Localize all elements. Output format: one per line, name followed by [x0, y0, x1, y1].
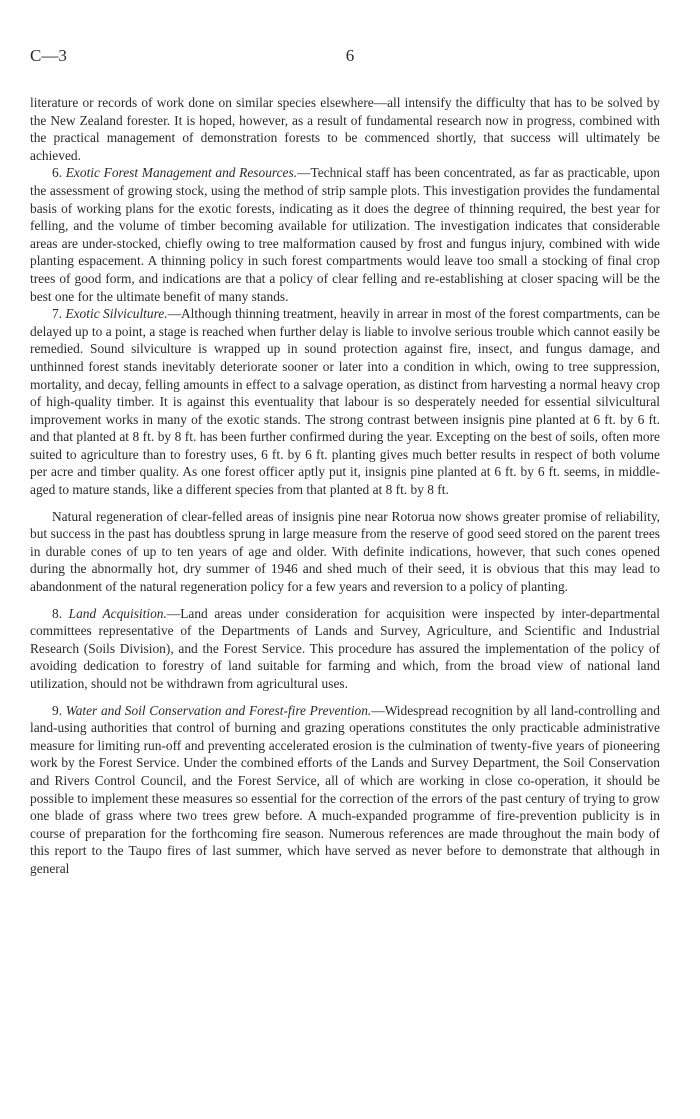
section-8-land-acquisition: [30, 605, 660, 693]
section-number: 8.: [52, 605, 63, 621]
section-number: 7.: [52, 306, 63, 322]
paragraph-natural-regeneration: [30, 508, 660, 596]
section-number: 6.: [52, 165, 63, 181]
section-9-water-soil-conservation: [30, 702, 660, 878]
body-text: [30, 94, 660, 878]
paragraph-text: Natural regeneration of clear-felled areas of insignis pine near Rotorua now shows greater promise of reliability, but success in the past has doubtless sprung in large measure from the reserve of good seed stored on the parent trees in durable cones of up to ten years of age and older. With definite indications, however, that such cones opened during the abnormally hot, dry summer of 1946 and shed much of their seed, it is obvious that this may lead to abandonment of the natural regeneration policy for a few years and reversion to a policy of planting.: [30, 508, 660, 595]
section-6-exotic-forest-management: [30, 164, 660, 305]
section-heading: Land Acquisition.: [68, 605, 167, 621]
section-heading: Exotic Forest Management and Resources.: [65, 165, 298, 181]
paragraph-text: literature or records of work done on similar species elsewhere—all intensify the difficulty that has to be solved by the New Zealand forester. It is hoped, however, as a result of fundamental research now in progress, combined with the practical management of demonstration forests to be commenced shortly, that success will ultimately be achieved.: [30, 95, 660, 163]
section-number: 9.: [52, 702, 63, 718]
paragraph-text: —Land areas under consideration for acquisition were inspected by inter-departmental committees representative of the Departments of Lands and Survey, Agriculture, and Scientific and Industrial Research (Soils Division), and the Forest Service. This procedure has assured the implementation of the policy of avoiding dedication to forestry of land suitable for farming and which, from the broad view of national land utilization, should not be withdrawn from agricultural uses.: [30, 605, 660, 691]
page-number: 6: [345, 46, 355, 65]
section-heading: Water and Soil Conservation and Forest-fire Prevention.: [65, 702, 372, 718]
paragraph-text: —Technical staff has been concentrated, as far as practicable, upon the assessment of growing stock, using the method of strip sample plots. This investigation provides the fundamental basis of working plans for the exotic forests, indicating as it does the degree of thinning required, the best year for felling, and the volume of timber becoming available for utilization. The investigation indicates that considerable areas are under-stocked, chiefly owing to tree malformation caused by frost and fungus injury, combined with wide planting espacement. A thinning policy in such forest compartments would leave too small a stocking of final crop trees of good form, and indications are that a policy of clear felling and re-establishing at closer spacing will be the best one for the ultimate benefit of many stands.: [30, 165, 661, 304]
paragraph-continuation: [30, 94, 660, 164]
page-header: [30, 46, 670, 68]
section-heading: Exotic Silviculture.: [65, 306, 168, 322]
paragraph-text: —Although thinning treatment, heavily in arrear in most of the forest compartments, can be delayed up to a point, a stage is reached when further delay is liable to involve serious trouble which cannot easily be remedied. Sound silviculture is wrapped up in sound protection against fire, insect, and fungus damage, and unthinned forest stands inevitably deteriorate sooner or later into a condition in which, owing to tree suppression, mortality, and decay, felling amounts in effect to a salvage operation, as distinct from harvesting a normal heavy crop of high-quality timber. It is against this eventuality that labour is so desperately needed for essential silvicultural improvement works in many of the exotic stands. The strong contrast between insignis pine planted at 6 ft. by 6 ft. and that planted at 8 ft. by 8 ft. has been further confirmed during the year. Excepting on the best of soils, often more suited to agriculture than to forestry uses, 6 ft. by 6 ft. planting gives much better results in respect of both volume per acre and timber quality. As one forest officer aptly put it, insignis pine planted at 6 ft. by 6 ft. seems, in middle-aged to mature stands, like a different species from that planted at 8 ft. by 8 ft.: [30, 306, 660, 498]
section-7-exotic-silviculture: [30, 305, 660, 499]
document-reference: C—3: [30, 46, 67, 65]
paragraph-text: —Widespread recognition by all land-controlling and land-using authorities that control of burning and grazing operations constitutes the only practicable administrative measure for limiting run-off and preventing accelerated erosion is the culmination of twenty-five years of pioneering work by the Forest Service. Under the combined efforts of the Lands and Survey Department, the Soil Conservation and Rivers Control Council, and the Forest Service, all of which are working in close co-operation, it should be possible to implement these measures so essential for the correction of the errors of the past century of trying to grow one blade of grass where two trees grew before. A much-expanded programme of fire-prevention publicity is in course of preparation for the forthcoming fire season. Numerous references are made throughout the main body of this report to the Taupo fires of last summer, which have served as never before to demonstrate that although in general: [30, 702, 660, 876]
